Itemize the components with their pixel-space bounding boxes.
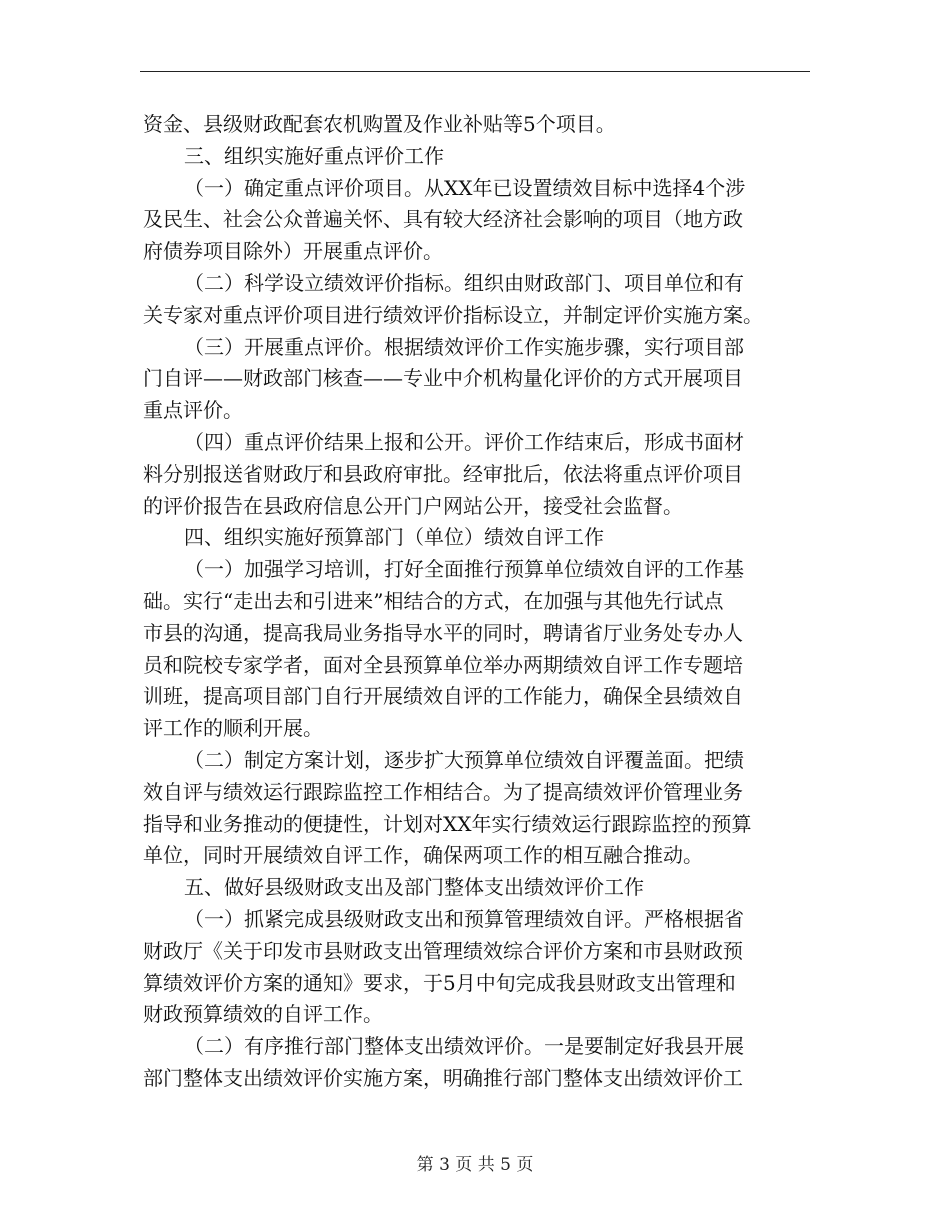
text-line: 市县的沟通，提高我局业务指导水平的同时，聘请省厅业务处专办人: [143, 620, 743, 645]
text-line: 四、组织实施好预算部门（单位）绩效自评工作: [184, 525, 604, 550]
text-line: （一）加强学习培训，打好全面推行预算单位绩效自评的工作基: [184, 557, 744, 582]
text-line: （二）有序推行部门整体支出绩效评价。一是要制定好我县开展: [184, 1034, 744, 1059]
text-line: 算绩效评价方案的通知》要求，于5月中旬完成我县财政支出管理和: [143, 970, 736, 995]
text-line: 评工作的顺利开展。: [143, 716, 323, 741]
text-line: （一）抓紧完成县级财政支出和预算管理绩效自评。严格根据省: [184, 906, 744, 931]
text-line: 部门整体支出绩效评价实施方案，明确推行部门整体支出绩效评价工: [143, 1065, 743, 1090]
text-line: 础。实行“走出去和引进来”相结合的方式，在加强与其他先行试点: [143, 588, 724, 613]
text-line: 关专家对重点评价项目进行绩效评价指标设立，并制定评价实施方案。: [143, 302, 763, 327]
text-line: （一）确定重点评价项目。从XX年已设置绩效目标中选择4个涉: [184, 175, 746, 200]
text-line: 效自评与绩效运行跟踪监控工作相结合。为了提高绩效评价管理业务: [143, 779, 743, 804]
text-line: 府债券项目除外）开展重点评价。: [143, 239, 443, 264]
document-body: [143, 109, 810, 1095]
text-line: 指导和业务推动的便捷性，计划对XX年实行绩效运行跟踪监控的预算: [143, 811, 752, 836]
text-line: （四）重点评价结果上报和公开。评价工作结束后，形成书面材: [184, 429, 744, 454]
text-line: 的评价报告在县政府信息公开门户网站公开，接受社会监督。: [143, 493, 683, 518]
text-line: 料分别报送省财政厅和县政府审批。经审批后，依法将重点评价项目: [143, 461, 743, 486]
text-line: 财政预算绩效的自评工作。: [143, 1002, 383, 1027]
text-line: 门自评——财政部门核查——专业中介机构量化评价的方式开展项目: [143, 366, 743, 391]
header-rule: [140, 71, 810, 72]
text-line: （三）开展重点评价。根据绩效评价工作实施步骤，实行项目部: [184, 334, 744, 359]
text-line: （二）制定方案计划，逐步扩大预算单位绩效自评覆盖面。把绩: [184, 747, 744, 772]
page-number: 第 3 页 共 5 页: [416, 1155, 534, 1175]
text-line: 及民生、社会公众普遍关怀、具有较大经济社会影响的项目（地方政: [143, 207, 743, 232]
text-line: （二）科学设立绩效评价指标。组织由财政部门、项目单位和有: [184, 270, 744, 295]
text-line: 三、组织实施好重点评价工作: [184, 143, 444, 168]
text-line: 五、做好县级财政支出及部门整体支出绩效评价工作: [184, 875, 644, 900]
text-line: 资金、县级财政配套农机购置及作业补贴等5个项目。: [143, 112, 616, 136]
text-line: 员和院校专家学者，面对全县预算单位举办两期绩效自评工作专题培: [143, 652, 743, 677]
text-line: 重点评价。: [143, 398, 243, 423]
text-line: 训班，提高项目部门自行开展绩效自评的工作能力，确保全县绩效自: [143, 684, 743, 709]
text-line: 财政厅《关于印发市县财政支出管理绩效综合评价方案和市县财政预: [143, 938, 743, 963]
text-line: 单位，同时开展绩效自评工作，确保两项工作的相互融合推动。: [143, 843, 703, 868]
